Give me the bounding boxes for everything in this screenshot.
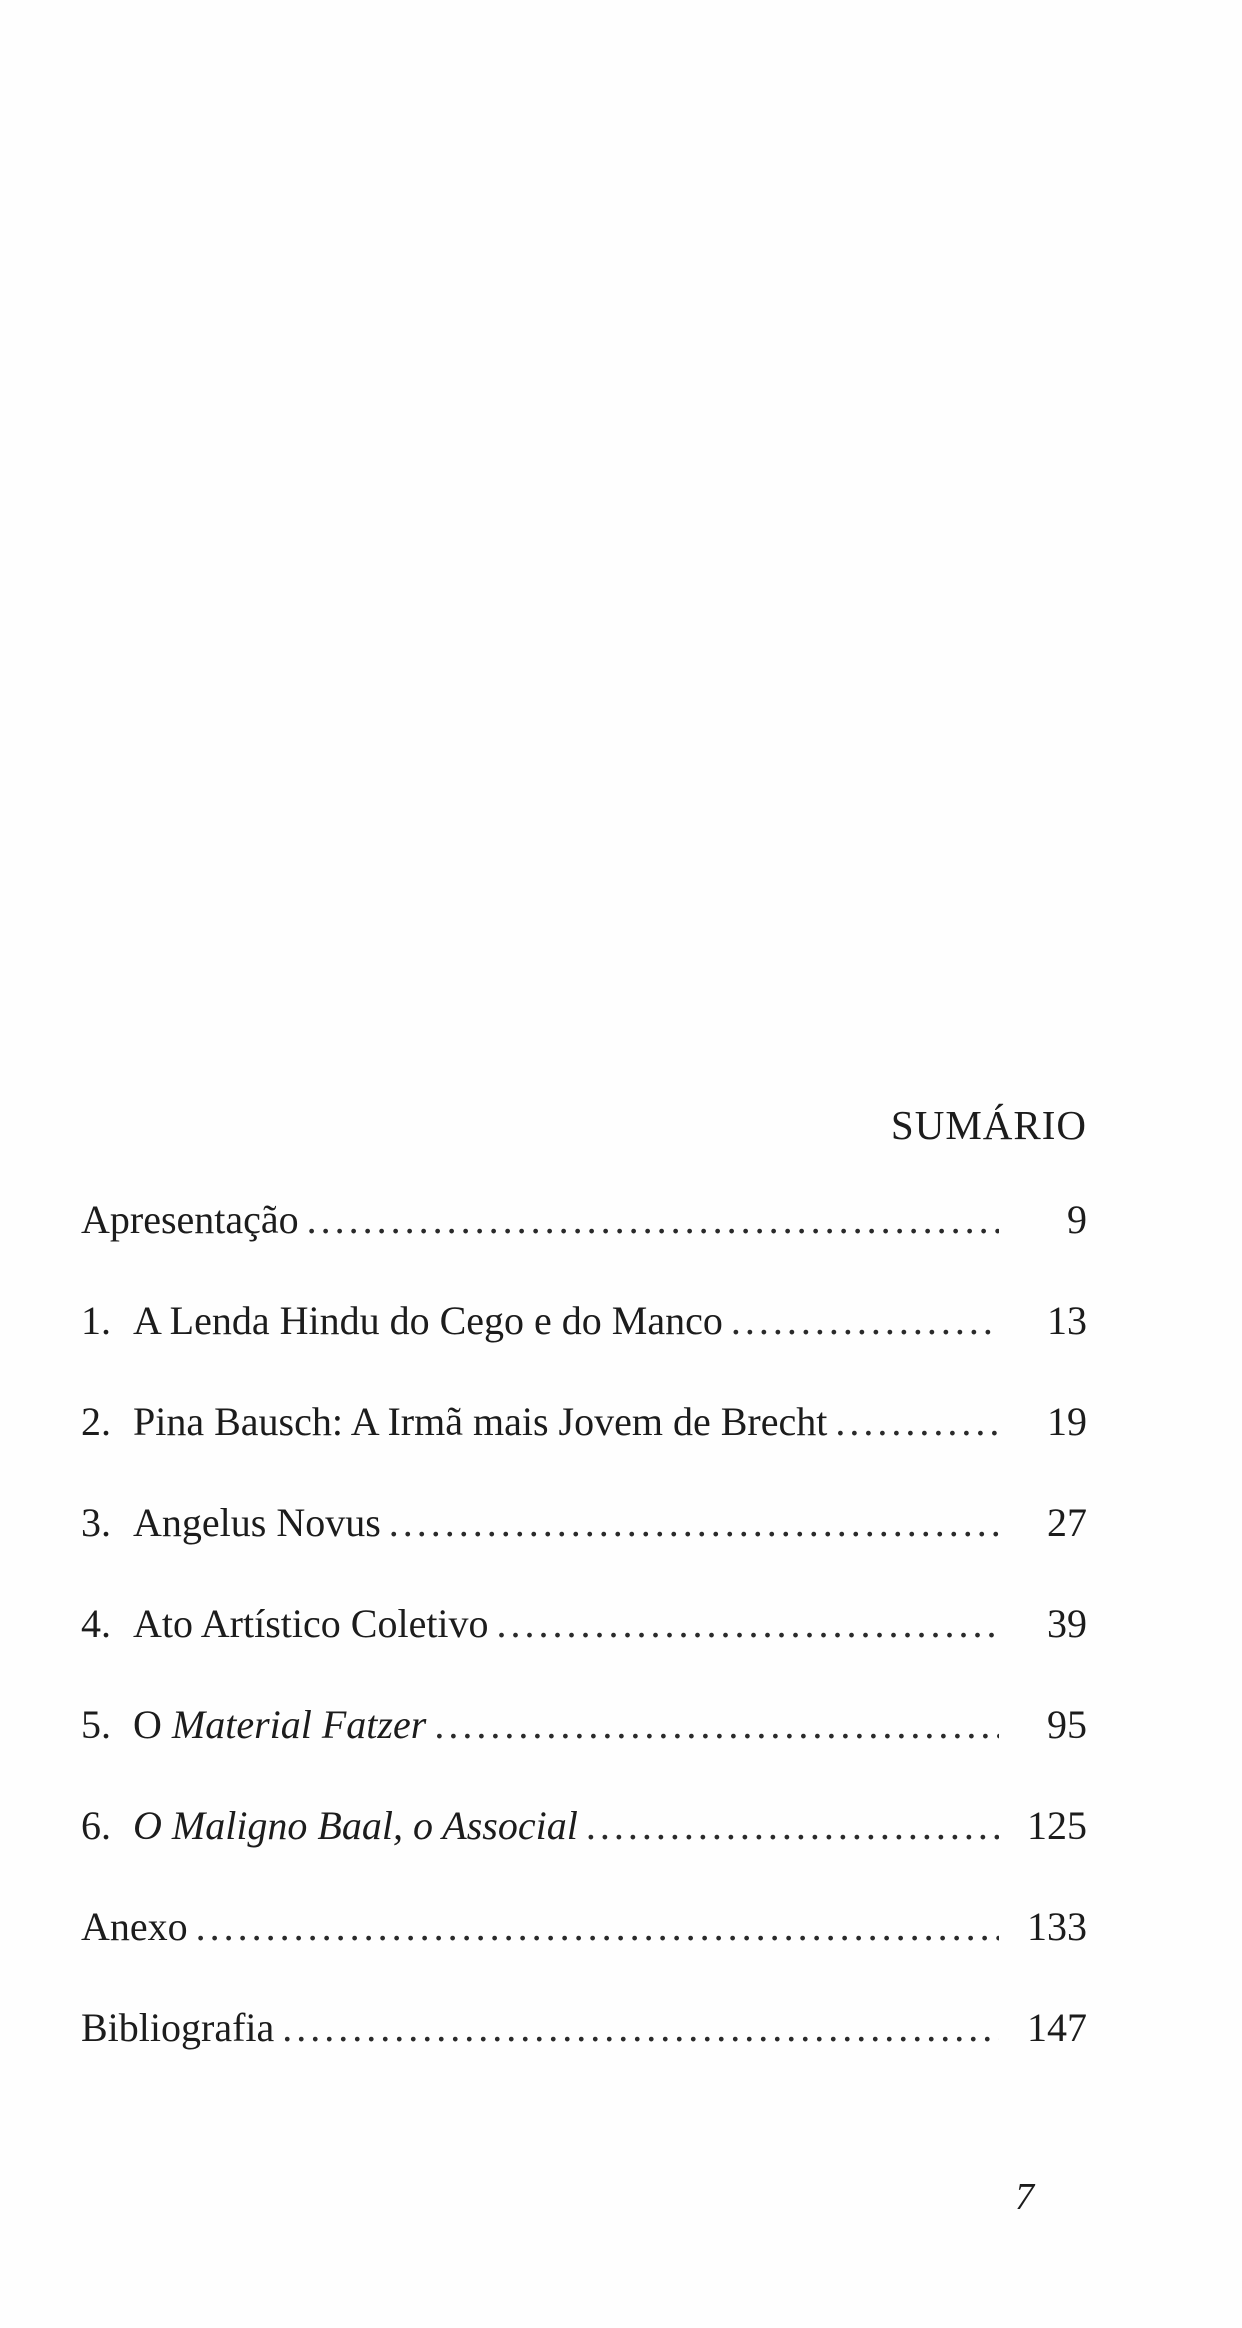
- dot-leader: [731, 1301, 999, 1341]
- dot-leader: [282, 2008, 999, 2048]
- toc-entry-chapter-4: [81, 1601, 1087, 1705]
- toc-entry-title: Apresentação: [81, 1197, 299, 1242]
- toc-heading: SUMÁRIO: [890, 1102, 1087, 1148]
- toc-entry-number: 2.: [81, 1399, 111, 1444]
- toc-entry-chapter-5: [81, 1702, 1087, 1806]
- toc-entry-page: 133: [1027, 1904, 1087, 1949]
- toc-entry-title-prefix: O: [133, 1702, 172, 1747]
- toc-entry-page: 39: [1047, 1601, 1087, 1646]
- toc-entry-page: 27: [1047, 1500, 1087, 1545]
- toc-entry-label: [81, 1803, 586, 1848]
- toc-entry-page: 95: [1047, 1702, 1087, 1747]
- toc-entry-anexo: [81, 1904, 1087, 2008]
- toc-entry-label: [81, 1399, 835, 1444]
- toc-entry-number: 6.: [81, 1803, 111, 1848]
- toc-entry-chapter-6: [81, 1803, 1087, 1907]
- toc-entry-chapter-2: [81, 1399, 1087, 1503]
- toc-entry-bibliografia: [81, 2005, 1087, 2109]
- toc-entry-page: 125: [1027, 1803, 1087, 1848]
- toc-entry-title: A Lenda Hindu do Cego e do Manco: [133, 1298, 723, 1343]
- toc-entry-label: [81, 1298, 731, 1343]
- toc-entry-title: Anexo: [81, 1904, 188, 1949]
- toc-entry-number: 3.: [81, 1500, 111, 1545]
- toc-entry-title: Ato Artístico Coletivo: [133, 1601, 489, 1646]
- toc-entry-label: [81, 1500, 389, 1545]
- toc-entry-label: [81, 1702, 434, 1747]
- toc-entry-chapter-3: [81, 1500, 1087, 1604]
- toc-entry-title-italic: O Maligno Baal, o Associal: [133, 1803, 578, 1848]
- dot-leader: [586, 1806, 999, 1846]
- dot-leader: [389, 1503, 999, 1543]
- toc-entry-page: 19: [1047, 1399, 1087, 1444]
- table-of-contents: [81, 1197, 1087, 2109]
- toc-entry-page: 13: [1047, 1298, 1087, 1343]
- toc-entry-chapter-1: [81, 1298, 1087, 1402]
- toc-entry-label: [81, 1601, 497, 1646]
- toc-entry-number: 1.: [81, 1298, 111, 1343]
- toc-entry-title: Angelus Novus: [133, 1500, 381, 1545]
- dot-leader: [497, 1604, 999, 1644]
- dot-leader: [835, 1402, 999, 1442]
- toc-entry-label: [81, 2005, 282, 2050]
- toc-entry-title: Pina Bausch: A Irmã mais Jovem de Brecht: [133, 1399, 828, 1444]
- toc-entry-page: 147: [1027, 2005, 1087, 2050]
- toc-entry-label: [81, 1904, 196, 1949]
- toc-entry-number: 4.: [81, 1601, 111, 1646]
- dot-leader: [434, 1705, 999, 1745]
- toc-entry-label: [81, 1197, 307, 1242]
- toc-entry-page: 9: [1067, 1197, 1087, 1242]
- dot-leader: [196, 1907, 999, 1947]
- page-number: 7: [1015, 2176, 1034, 2218]
- toc-entry-number: 5.: [81, 1702, 111, 1747]
- toc-entry-title-italic: Material Fatzer: [171, 1702, 427, 1747]
- toc-entry-title: Bibliografia: [81, 2005, 275, 2050]
- toc-entry-apresentacao: [81, 1197, 1087, 1301]
- dot-leader: [307, 1200, 999, 1240]
